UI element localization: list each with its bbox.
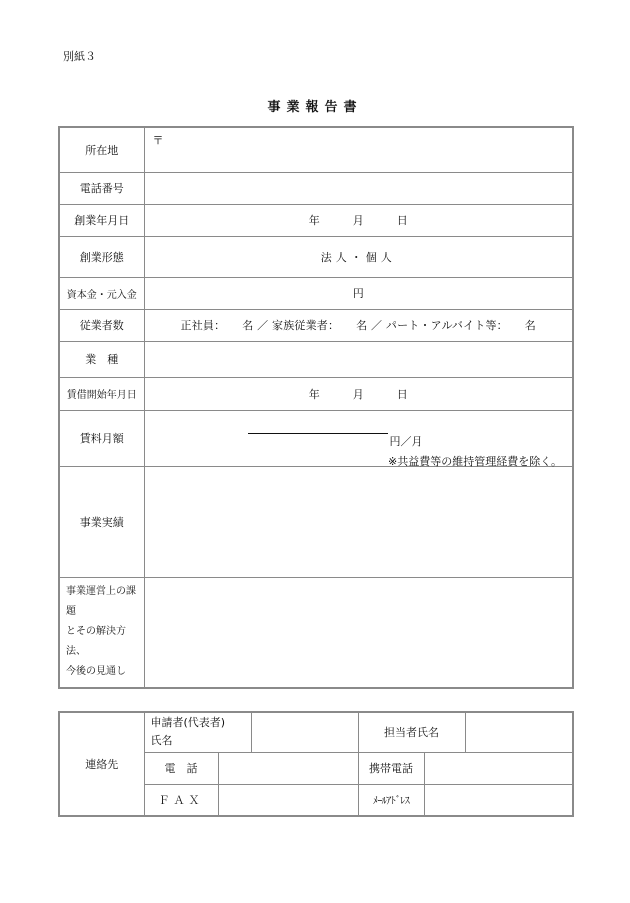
applicant-name-field[interactable] [251,712,358,752]
applicant-label-line: 氏名 [150,734,173,748]
applicant-label [144,712,251,752]
lease-start-field[interactable]: 年 月 日 [144,377,573,410]
capital-row [59,277,573,309]
phone-label: 電話番号 [59,172,144,204]
challenges-row [59,577,573,688]
rent-row [59,410,573,466]
address-label: 所在地 [59,127,144,172]
employees-label: 従業者数 [59,309,144,341]
industry-field[interactable] [144,341,573,377]
email-label: ﾒｰﾙｱﾄﾞﾚｽ [358,784,424,816]
fax-field[interactable] [218,784,358,816]
mobile-label: 携帯電話 [358,752,424,784]
employees-field[interactable]: 正社員： 名 ／ 家族従業者： 名 ／ パート・アルバイト等： 名 [144,309,573,341]
contact-label: 連絡先 [59,712,144,816]
founded-row [59,204,573,236]
phone-field[interactable] [144,172,573,204]
achievements-row [59,466,573,577]
lease-start-label: 賃借開始年月日 [59,377,144,410]
industry-row [59,341,573,377]
achievements-field[interactable] [144,466,573,577]
contact-row-applicant [59,712,573,752]
challenges-field[interactable] [144,577,573,688]
rent-note: ※共益費等の維持管理経費を除く。 [388,454,562,468]
employees-row [59,309,573,341]
phone-row [59,172,573,204]
email-field[interactable] [424,784,573,816]
annex-label: 別紙３ [63,50,96,63]
contact-table [58,711,574,817]
achievements-label: 事業実績 [59,466,144,577]
capital-label: 資本金・元入金 [59,277,144,309]
staff-name-field[interactable] [465,712,573,752]
applicant-label-line: 申請者(代表者) [150,716,226,730]
report-table [58,126,574,689]
staff-name-label: 担当者氏名 [358,712,465,752]
phone-contact-label: 電 話 [144,752,218,784]
lease-start-row [59,377,573,410]
rent-label: 賃料月額 [59,410,144,466]
founded-label: 創業年月日 [59,204,144,236]
challenges-label-line: とその解決方法、 [66,626,126,658]
challenges-label-line: 事業運営上の課題 [66,586,136,618]
phone-contact-field[interactable] [218,752,358,784]
business-form-field[interactable]: 法人・個人 [144,236,573,277]
industry-label: 業 種 [59,341,144,377]
address-field[interactable] [144,127,573,172]
capital-field[interactable]: 円 [144,277,573,309]
page-title: 事業報告書 [267,100,363,115]
postal-mark: 〒 [152,134,164,147]
rent-amount-line [248,433,388,434]
challenges-label-line: 今後の見通し [66,666,126,678]
challenges-label [59,577,144,688]
business-form-label: 創業形態 [59,236,144,277]
business-form-row [59,236,573,277]
fax-label: ＦＡＸ [144,784,218,816]
rent-unit: 円／月 [389,434,423,448]
rent-field[interactable] [144,410,573,466]
address-row [59,127,573,172]
mobile-field[interactable] [424,752,573,784]
founded-field[interactable]: 年 月 日 [144,204,573,236]
